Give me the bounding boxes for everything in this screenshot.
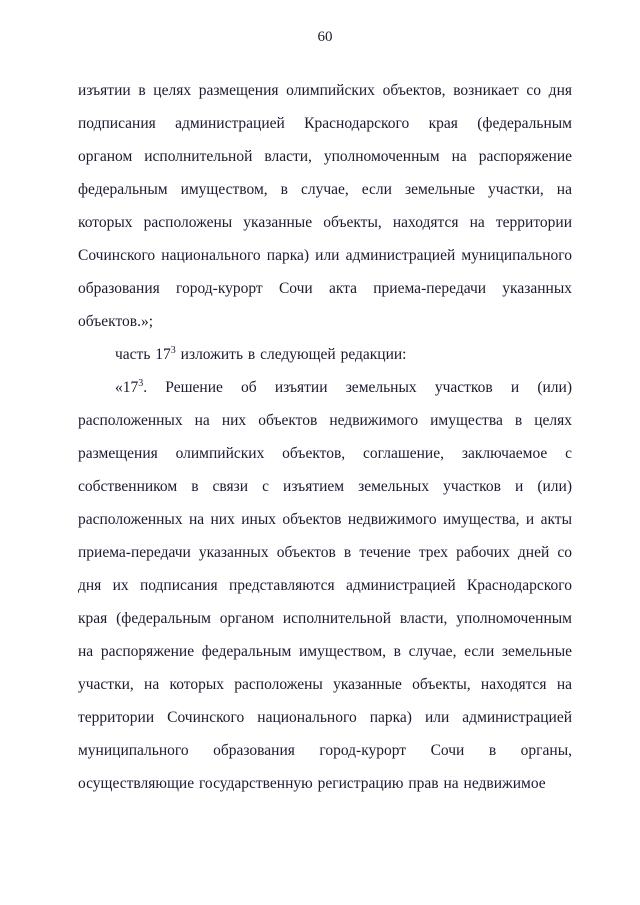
paragraph-text: часть 17: [115, 346, 171, 363]
superscript: 3: [138, 377, 144, 389]
paragraph-text: «17: [115, 379, 139, 396]
superscript: 3: [170, 344, 176, 356]
paragraph-text: изложить в следующей редакции:: [175, 346, 407, 363]
paragraph-text: . Решение об изъятии земельных участков и (или) расположенных на них объектов недвижимого имущества в целях размещения олимпийских объектов, соглашение, заключаемое с собственником в связи с изъятием земельных участков и (или) расположенных на них иных объектов недвижимого имущества, и акты приема-передачи указанных объектов в течение трех рабочих дней со дня их подписания представляются администрацией Краснодарского края (федеральным органом исполнительной власти, уполномоченным на распоряжение федеральным имуществом, в случае, если земельные участки, на которых расположены указанные объекты, находятся на территории Сочинского национального парка) или администрацией муниципального образования город-курорт Сочи в органы, осуществляющие государственную регистрацию прав на недвижимое: [78, 379, 572, 792]
paragraph: [78, 338, 572, 371]
page-number: 60: [317, 29, 333, 45]
paragraph-text: изъятии в целях размещения олимпийских объектов, возникает со дня подписания администрацией Краснодарского края (федеральным органом исполнительной власти, уполномоченным на распоряжение федеральным имуществом, в случае, если земельные участки, на которых расположены указанные объекты, находятся на территории Сочинского национального парка) или администрацией муниципального образования город-курорт Сочи акта приема-передачи указанных объектов.»;: [78, 82, 572, 330]
paragraph: [78, 371, 572, 800]
paragraph: [78, 74, 572, 338]
